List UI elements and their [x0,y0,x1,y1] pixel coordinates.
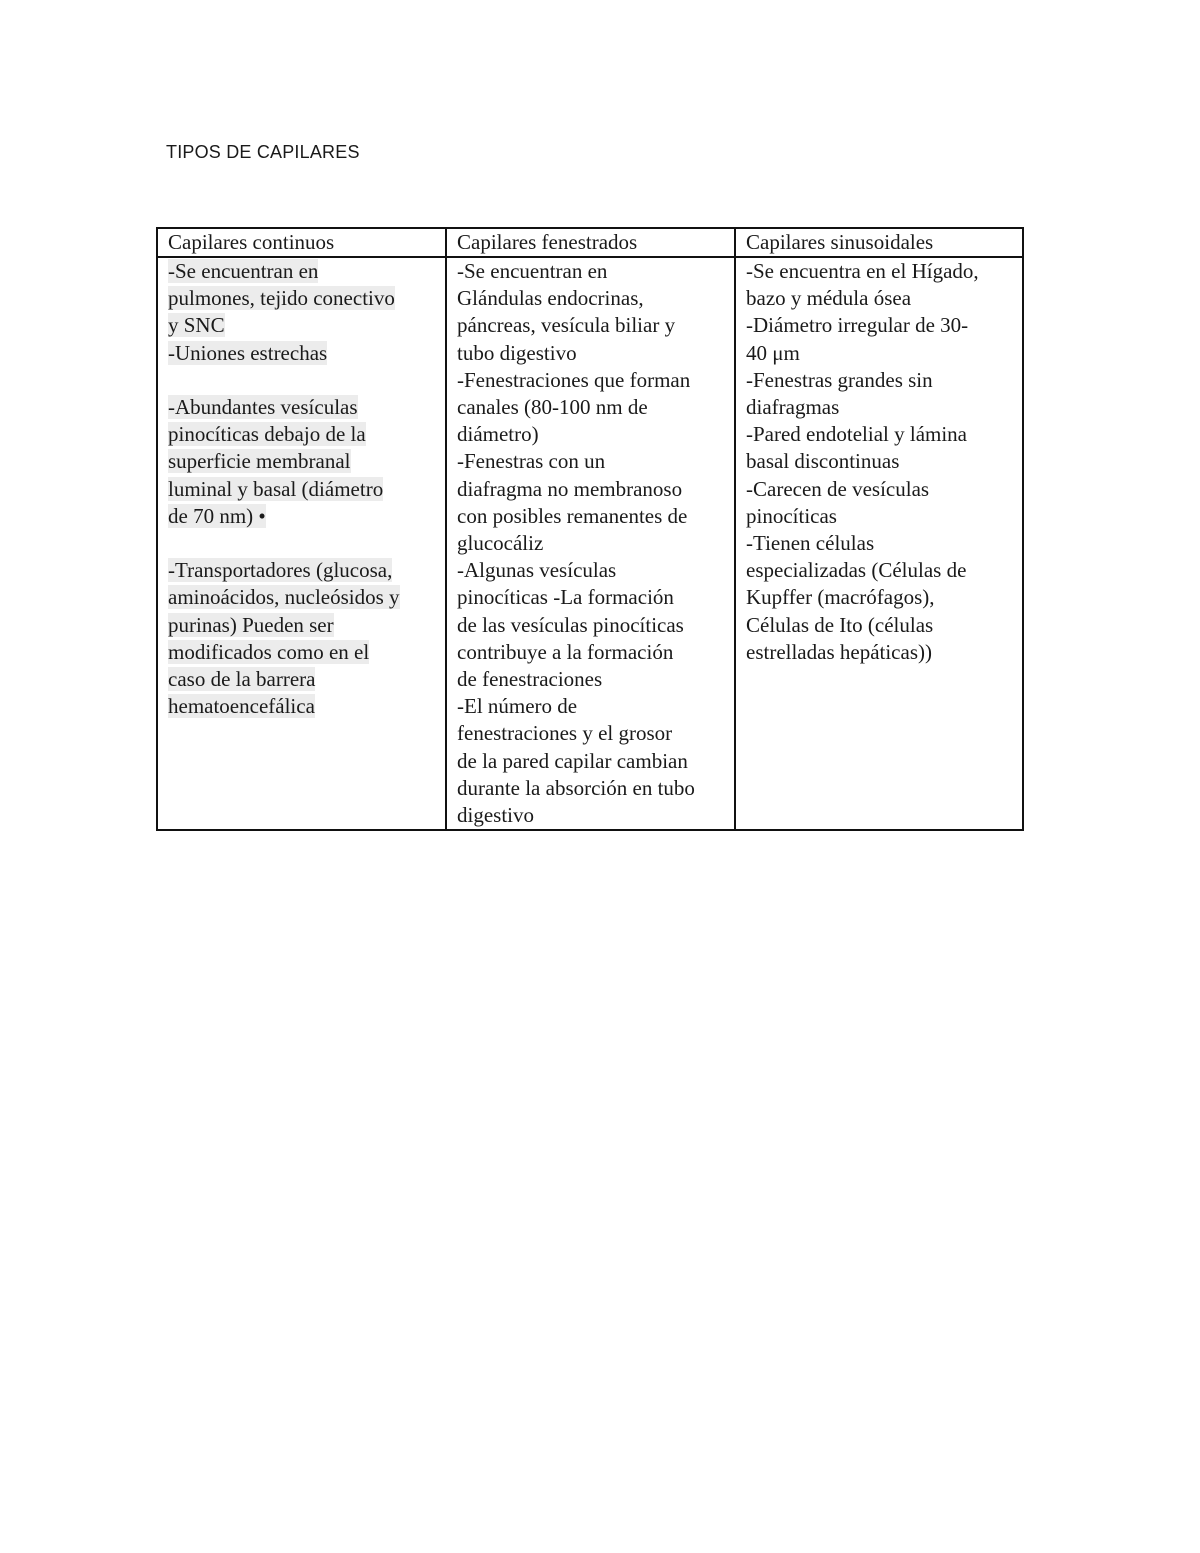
cell-line [168,448,439,475]
cell-fenestrated [446,257,735,830]
cell-line-text: de las vesículas pinocíticas [457,612,684,637]
cell-line-text: contribuye a la formación [457,639,674,664]
cell-line-text: fenestraciones y el grosor [457,721,673,746]
cell-line-text: digestivo [457,803,534,828]
header-sinusoidal: Capilares sinusoidales [735,228,1023,257]
cell-line [168,639,439,666]
cell-line-text: -Abundantes vesículas [168,395,358,419]
cell-line [746,367,1016,394]
cell-line [746,312,1016,339]
cell-line [746,530,1016,557]
capillary-types-table [156,227,1024,831]
cell-line-text: superficie membranal [168,449,351,474]
cell-line-text: -Carecen de vesículas [746,476,930,501]
cell-line-text: pinocíticas [746,503,837,528]
cell-line [457,748,728,775]
cell-line-text: -Algunas vesículas [457,558,617,583]
cell-line-text: durante la absorción en tubo [457,775,695,800]
blank-line [168,367,439,394]
cell-line-text: -Se encuentran en [457,259,608,283]
cell-line [746,584,1016,611]
cell-line-text: Células de Ito (células [746,612,934,637]
cell-line-text: -Diámetro irregular de 30- [746,313,969,338]
cell-continuous [157,257,446,830]
cell-line-text: de fenestraciones [457,667,603,692]
cell-line [168,421,439,448]
cell-line [746,639,1016,666]
cell-line [168,693,439,720]
cell-line-text: -El número de [457,694,578,719]
cell-line [168,258,439,285]
cell-line [457,448,728,475]
cell-line-text: de la pared capilar cambian [457,748,688,773]
cell-line-text: y SNC [168,313,225,338]
cell-line-text: de 70 nm) • [168,503,266,528]
cell-line [457,530,728,557]
cell-line-text: estrelladas hepáticas)) [746,639,932,664]
cell-line-text: diafragma no membranoso [457,476,683,501]
cell-line [457,312,728,339]
cell-line [746,476,1016,503]
cell-line [168,476,439,503]
cell-line-text: -Pared endotelial y lámina [746,422,968,447]
cell-line [168,584,439,611]
cell-line [457,340,728,367]
cell-line-text: pinocíticas debajo de la [168,422,366,447]
cell-line-text: -Fenestras con un [457,449,606,474]
cell-line [746,258,1016,285]
table-header-row [157,228,1023,257]
cell-line [168,666,439,693]
cell-line [457,394,728,421]
cell-line [168,394,439,421]
cell-line-text: bazo y médula ósea [746,286,912,311]
cell-line [746,340,1016,367]
cell-line [457,775,728,802]
cell-line [457,693,728,720]
cell-line [457,285,728,312]
cell-line [746,421,1016,448]
cell-line-text: luminal y basal (diámetro [168,476,384,501]
cell-line [168,503,439,530]
header-continuous: Capilares continuos [157,228,446,257]
cell-line-text: 40 μm [746,340,800,365]
cell-line [457,367,728,394]
cell-line [746,612,1016,639]
cell-line-text: diafragmas [746,395,840,420]
cell-line [168,557,439,584]
cell-line-text: basal discontinuas [746,449,900,474]
blank-line [168,530,439,557]
cell-line [457,557,728,584]
cell-line-text: con posibles remanentes de [457,503,688,528]
cell-sinusoidal [735,257,1023,830]
cell-line [746,394,1016,421]
cell-line [457,584,728,611]
cell-line-text: especializadas (Células de [746,558,967,583]
cell-line [168,285,439,312]
cell-line [746,503,1016,530]
cell-line-text: canales (80-100 nm de [457,395,648,420]
cell-line [457,639,728,666]
cell-line-text: páncreas, vesícula biliar y [457,313,676,338]
cell-line-text: -Transportadores (glucosa, [168,558,393,583]
cell-line [746,285,1016,312]
cell-line [457,720,728,747]
cell-line-text: diámetro) [457,422,539,447]
cell-line [457,421,728,448]
cell-line [457,612,728,639]
cell-line-text: -Tienen células [746,531,875,556]
cell-line-text: aminoácidos, nucleósidos y [168,585,400,610]
cell-line [457,258,728,285]
page-title: TIPOS DE CAPILARES [166,142,360,162]
header-fenestrated: Capilares fenestrados [446,228,735,257]
cell-line-text: caso de la barrera [168,667,316,692]
cell-line [168,340,439,367]
cell-line-text: glucocáliz [457,531,544,556]
cell-line-text: -Fenestras grandes sin [746,367,933,392]
cell-line [457,476,728,503]
cell-line-text: -Fenestraciones que forman [457,367,691,392]
cell-line-text: tubo digestivo [457,340,577,365]
cell-line [457,503,728,530]
cell-line [168,312,439,339]
cell-line [168,612,439,639]
cell-line-text: Glándulas endocrinas, [457,286,644,311]
cell-line [457,802,728,829]
cell-line-text: purinas) Pueden ser [168,612,334,637]
cell-line-text: -Se encuentran en [168,259,319,283]
cell-line-text: pinocíticas -La formación [457,585,674,610]
cell-line-text: -Uniones estrechas [168,340,328,365]
cell-line [746,448,1016,475]
cell-line-text: -Se encuentra en el Hígado, [746,259,979,283]
cell-line-text: pulmones, tejido conectivo [168,286,395,311]
table-row [157,257,1023,830]
cell-line-text: Kupffer (macrófagos), [746,585,935,610]
cell-line [746,557,1016,584]
cell-line-text: modificados como en el [168,639,370,664]
cell-line [457,666,728,693]
cell-line-text: hematoencefálica [168,694,315,719]
